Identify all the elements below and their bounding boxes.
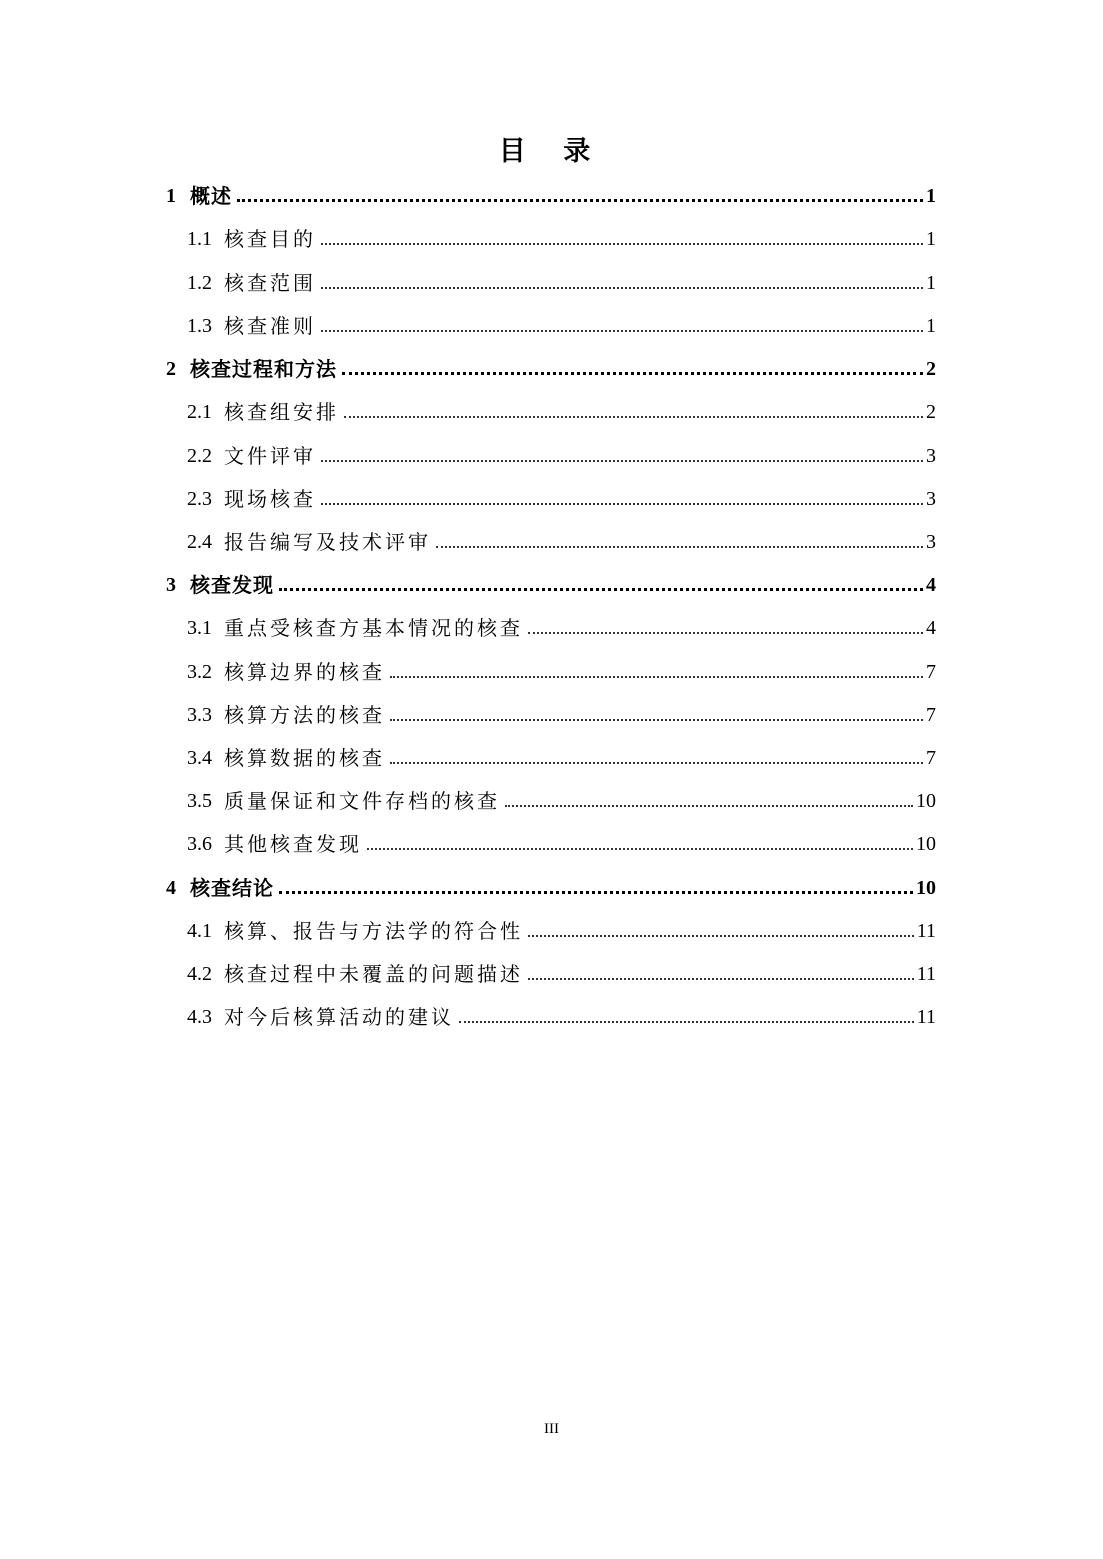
toc-entry-1-2[interactable] xyxy=(187,266,936,296)
toc-entry-title: 核查目的 xyxy=(224,227,316,251)
toc-entry-title: 核查发现 xyxy=(190,573,274,597)
toc-entry-title: 核算方法的核查 xyxy=(224,703,385,727)
toc-entry-2-1[interactable] xyxy=(187,395,936,425)
toc-entry-title: 核算、报告与方法学的符合性 xyxy=(224,919,523,943)
toc-leader-dots xyxy=(342,372,923,375)
toc-leader-dots xyxy=(436,546,923,548)
toc-entry-1-3[interactable] xyxy=(187,309,936,339)
toc-entry-title: 核查结论 xyxy=(190,876,274,900)
toc-entry-2-2[interactable] xyxy=(187,439,936,469)
toc-leader-dots xyxy=(390,762,923,764)
toc-entry-page: 1 xyxy=(926,228,936,250)
toc-entry-number: 2.3 xyxy=(187,488,212,510)
toc-entry-3[interactable] xyxy=(166,568,936,598)
toc-entry-title: 核查准则 xyxy=(224,314,316,338)
toc-entry-page: 10 xyxy=(916,877,936,899)
toc-entry-title: 文件评审 xyxy=(224,444,316,468)
toc-entry-number: 3.5 xyxy=(187,790,212,812)
toc-entry-number: 3 xyxy=(166,574,176,596)
toc-leader-dots xyxy=(279,891,913,894)
toc-entry-page: 7 xyxy=(926,661,936,683)
toc-entry-title: 核查过程和方法 xyxy=(190,357,337,381)
toc-entry-page: 3 xyxy=(926,488,936,510)
toc-entry-3-6[interactable] xyxy=(187,827,936,857)
toc-entry-page: 2 xyxy=(926,401,936,423)
toc-entry-title: 现场核查 xyxy=(224,487,316,511)
toc-entry-page: 4 xyxy=(926,617,936,639)
toc-entry-number: 4 xyxy=(166,877,176,899)
toc-entry-page: 11 xyxy=(916,1006,936,1028)
toc-entry-number: 1.1 xyxy=(187,228,212,250)
toc-entry-title: 核查范围 xyxy=(224,271,316,295)
toc-entry-number: 2.2 xyxy=(187,445,212,467)
toc-leader-dots xyxy=(321,243,923,245)
toc-leader-dots xyxy=(390,676,923,678)
toc-entry-title: 概述 xyxy=(190,184,232,208)
toc-entry-number: 2 xyxy=(166,358,176,380)
toc-entry-3-2[interactable] xyxy=(187,655,936,685)
toc-entry-title: 核算数据的核查 xyxy=(224,746,385,770)
toc-entry-number: 3.2 xyxy=(187,661,212,683)
toc-entry-title: 核查组安排 xyxy=(224,400,339,424)
toc-entry-3-3[interactable] xyxy=(187,698,936,728)
toc-entry-3-5[interactable] xyxy=(187,784,936,814)
toc-entry-page: 3 xyxy=(926,445,936,467)
toc-leader-dots xyxy=(528,978,914,980)
toc-leader-dots xyxy=(528,935,914,937)
toc-entry-number: 3.1 xyxy=(187,617,212,639)
toc-entry-page: 3 xyxy=(926,531,936,553)
toc-leader-dots xyxy=(321,503,923,505)
toc-entry-title: 核算边界的核查 xyxy=(224,660,385,684)
toc-leader-dots xyxy=(390,719,923,721)
toc-entry-1[interactable] xyxy=(166,179,936,209)
toc-entry-page: 10 xyxy=(916,790,936,812)
toc-entry-page: 1 xyxy=(926,315,936,337)
toc-entry-page: 11 xyxy=(916,963,936,985)
toc-entry-number: 1.2 xyxy=(187,272,212,294)
toc-entry-2[interactable] xyxy=(166,352,936,382)
toc-title: 目 录 xyxy=(498,136,605,167)
toc-entry-number: 1.3 xyxy=(187,315,212,337)
toc-entry-page: 2 xyxy=(926,358,936,380)
toc-entry-3-4[interactable] xyxy=(187,741,936,771)
toc-leader-dots xyxy=(505,805,913,807)
toc-entry-page: 1 xyxy=(926,185,936,207)
page-number-footer: III xyxy=(544,1421,559,1437)
toc-entry-number: 3.3 xyxy=(187,704,212,726)
toc-entry-number: 4.1 xyxy=(187,920,212,942)
toc-entry-title: 其他核查发现 xyxy=(224,832,362,856)
toc-leader-dots xyxy=(321,330,923,332)
toc-leader-dots xyxy=(321,460,923,462)
toc-entry-3-1[interactable] xyxy=(187,611,936,641)
toc-entry-4-3[interactable] xyxy=(187,1000,936,1030)
toc-entry-2-4[interactable] xyxy=(187,525,936,555)
toc-entry-number: 2.4 xyxy=(187,531,212,553)
toc-entry-number: 2.1 xyxy=(187,401,212,423)
toc-entry-number: 4.2 xyxy=(187,963,212,985)
toc-leader-dots xyxy=(344,416,923,418)
toc-entry-number: 3.6 xyxy=(187,833,212,855)
toc-entry-page: 7 xyxy=(926,747,936,769)
toc-entry-page: 10 xyxy=(916,833,936,855)
toc-entry-title: 质量保证和文件存档的核查 xyxy=(224,789,500,813)
toc-entry-page: 7 xyxy=(926,704,936,726)
toc-entry-title: 报告编写及技术评审 xyxy=(224,530,431,554)
toc-entry-1-1[interactable] xyxy=(187,222,936,252)
toc-entry-4-1[interactable] xyxy=(187,914,936,944)
toc-entry-4-2[interactable] xyxy=(187,957,936,987)
toc-entry-number: 4.3 xyxy=(187,1006,212,1028)
toc-entry-title: 核查过程中未覆盖的问题描述 xyxy=(224,962,523,986)
toc-entry-number: 3.4 xyxy=(187,747,212,769)
toc-leader-dots xyxy=(459,1021,914,1023)
toc-entry-page: 11 xyxy=(916,920,936,942)
toc-leader-dots xyxy=(237,199,923,202)
toc-entry-title: 对今后核算活动的建议 xyxy=(224,1005,454,1029)
toc-leader-dots xyxy=(321,287,923,289)
toc-entry-page: 1 xyxy=(926,272,936,294)
toc-leader-dots xyxy=(279,588,923,591)
toc-entry-4[interactable] xyxy=(166,871,936,901)
toc-leader-dots xyxy=(528,632,923,634)
toc-entry-page: 4 xyxy=(926,574,936,596)
toc-entry-number: 1 xyxy=(166,185,176,207)
toc-entry-title: 重点受核查方基本情况的核查 xyxy=(224,616,523,640)
toc-entry-2-3[interactable] xyxy=(187,482,936,512)
toc-leader-dots xyxy=(367,848,913,850)
